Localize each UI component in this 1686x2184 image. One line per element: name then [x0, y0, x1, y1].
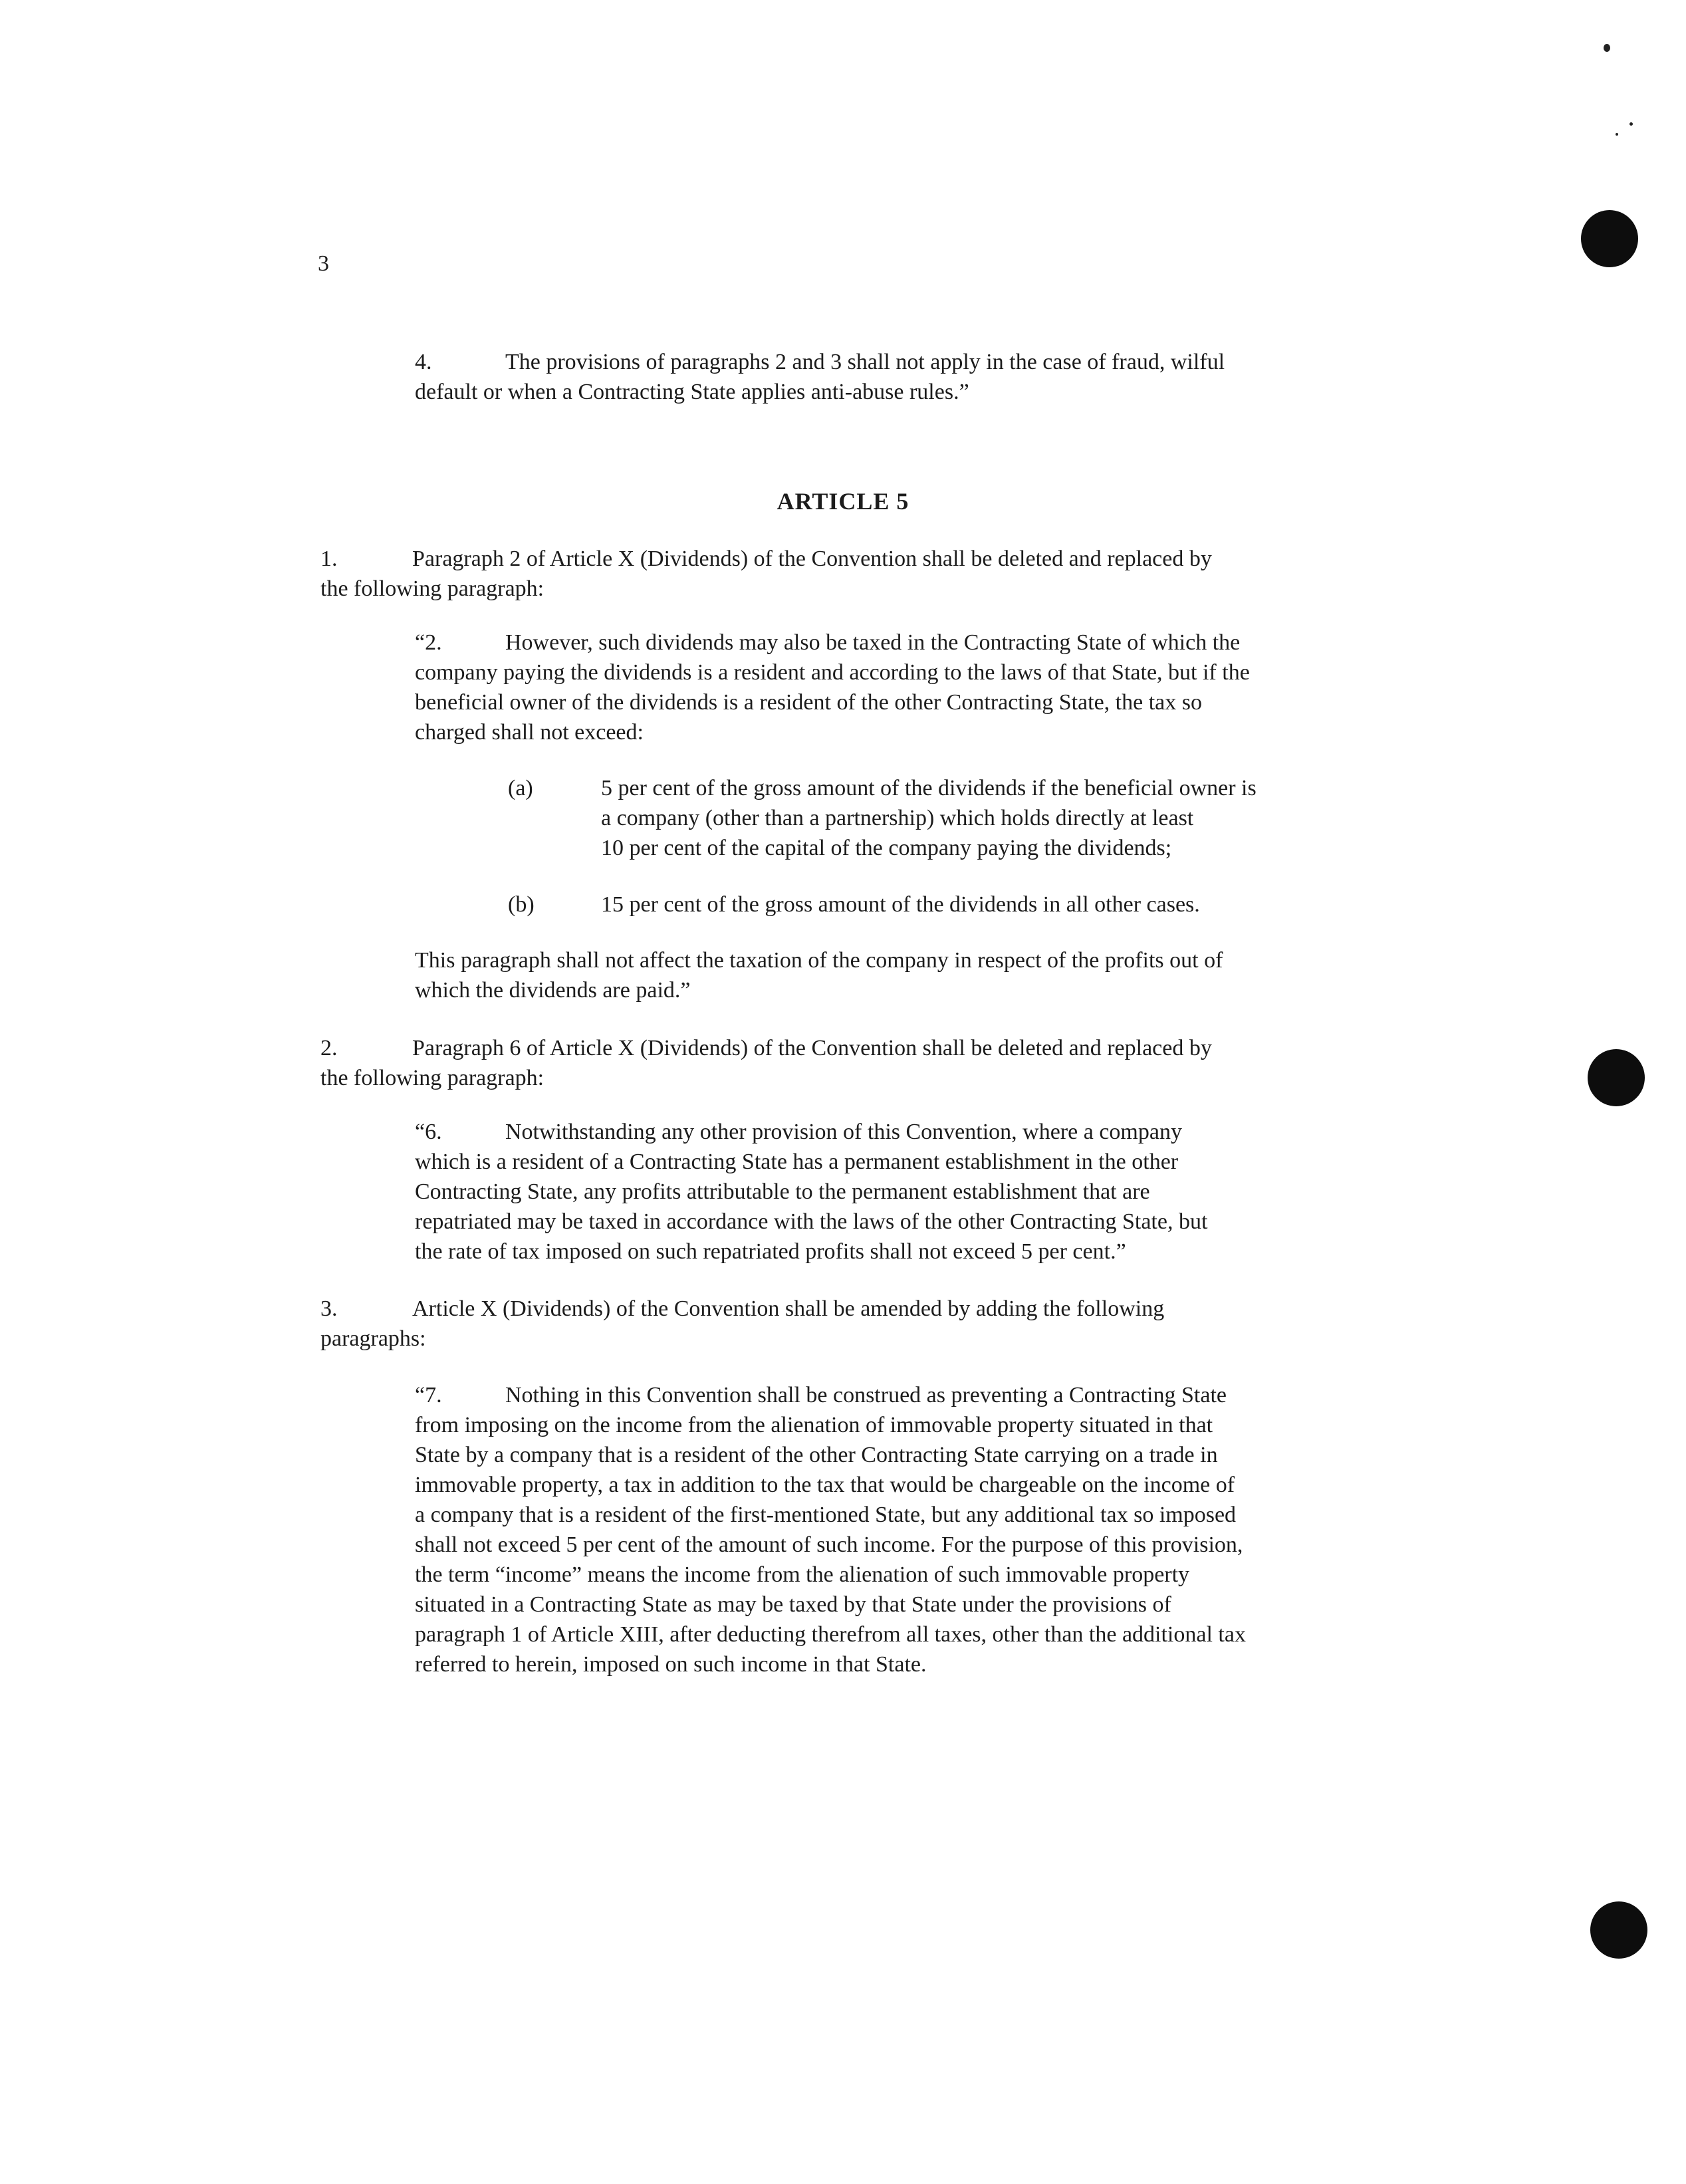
- paragraph-line: Paragraph 2 of Article X (Dividends) of the Convention shall be deleted and replaced by: [412, 546, 1212, 571]
- paragraph-line: 15 per cent of the gross amount of the dividends in all other cases.: [601, 892, 1200, 917]
- paragraph-number: “7.: [415, 1383, 442, 1407]
- paragraph-line: referred to herein, imposed on such income in that State.: [415, 1652, 927, 1677]
- paragraph-line: Paragraph 6 of Article X (Dividends) of the Convention shall be deleted and replaced by: [412, 1036, 1212, 1060]
- paragraph-line: default or when a Contracting State applies anti-abuse rules.”: [415, 380, 969, 404]
- paragraph-line: Article X (Dividends) of the Convention shall be amended by adding the following: [412, 1296, 1165, 1321]
- paragraph-line: 10 per cent of the capital of the company paying the dividends;: [601, 836, 1172, 860]
- article-heading: ARTICLE 5: [777, 488, 909, 515]
- article-paragraph-1: [320, 544, 1358, 604]
- punch-hole-bottom: [1590, 1901, 1647, 1959]
- paragraph-line: shall not exceed 5 per cent of the amount of such income. For the purpose of this provision,: [415, 1532, 1243, 1557]
- paragraph-line: State by a company that is a resident of the other Contracting State carrying on a trade in: [415, 1443, 1218, 1467]
- paragraph-line: company paying the dividends is a resident and according to the laws of that State, but if the: [415, 660, 1250, 685]
- paragraph-line: which the dividends are paid.”: [415, 978, 691, 1003]
- sub-item-label: (b): [508, 892, 535, 917]
- paragraph-line: situated in a Contracting State as may be taxed by that State under the provisions of: [415, 1592, 1171, 1617]
- paragraph-line: paragraph 1 of Article XIII, after deducting therefrom all taxes, other than the additional tax: [415, 1622, 1246, 1647]
- paragraph-line: from imposing on the income from the alienation of immovable property situated in that: [415, 1413, 1213, 1437]
- paragraph-line: The provisions of paragraphs 2 and 3 shall not apply in the case of fraud, wilful: [505, 350, 1225, 374]
- paragraph-number: 1.: [320, 546, 338, 571]
- paragraph-line: This paragraph shall not affect the taxation of the company in respect of the profits out of: [415, 948, 1223, 973]
- paragraph-line: a company that is a resident of the first-mentioned State, but any additional tax so imposed: [415, 1503, 1237, 1527]
- paragraph-line: the following paragraph:: [320, 576, 544, 601]
- paragraph-line: the following paragraph:: [320, 1066, 544, 1090]
- paragraph-number: 2.: [320, 1036, 338, 1060]
- paragraph-number: “6.: [415, 1120, 442, 1144]
- sub-item-b: [508, 890, 1372, 919]
- paragraph-line: the term “income” means the income from the alienation of such immovable property: [415, 1562, 1190, 1587]
- page-number: 3: [318, 251, 329, 276]
- punch-hole-middle: [1588, 1049, 1645, 1106]
- paragraph-line: repatriated may be taxed in accordance with the laws of the other Contracting State, but: [415, 1209, 1208, 1234]
- punch-hole-top: [1581, 210, 1638, 267]
- quoted-paragraph-6: [415, 1117, 1359, 1267]
- paragraph-line: the rate of tax imposed on such repatriated profits shall not exceed 5 per cent.”: [415, 1239, 1126, 1264]
- paragraph-line: charged shall not exceed:: [415, 720, 644, 745]
- quoted-paragraph-2: [415, 628, 1359, 747]
- paragraph-line: a company (other than a partnership) which holds directly at least: [601, 806, 1194, 830]
- paragraph-line: beneficial owner of the dividends is a resident of the other Contracting State, the tax so: [415, 690, 1202, 715]
- quoted-paragraph-2-closing: [415, 945, 1359, 1005]
- paragraph-line: which is a resident of a Contracting State has a permanent establishment in the other: [415, 1150, 1179, 1174]
- paragraph-number: 4.: [415, 350, 432, 374]
- quoted-paragraph-7: [415, 1380, 1359, 1679]
- paragraph-line: 5 per cent of the gross amount of the dividends if the beneficial owner is: [601, 776, 1257, 800]
- scan-speck: [1629, 122, 1633, 126]
- paragraph-line: Nothing in this Convention shall be construed as preventing a Contracting State: [505, 1383, 1227, 1407]
- paragraph-number: 3.: [320, 1296, 338, 1321]
- paragraph-line: Contracting State, any profits attributable to the permanent establishment that are: [415, 1179, 1150, 1204]
- paragraph-4: [415, 347, 1359, 407]
- article-paragraph-3: [320, 1294, 1358, 1354]
- scan-speck: [1604, 44, 1610, 52]
- paragraph-number: “2.: [415, 630, 442, 655]
- paragraph-line: However, such dividends may also be taxed in the Contracting State of which the: [505, 630, 1241, 655]
- paragraph-line: Notwithstanding any other provision of this Convention, where a company: [505, 1120, 1182, 1144]
- article-paragraph-2: [320, 1033, 1358, 1093]
- paragraph-line: paragraphs:: [320, 1326, 426, 1351]
- scan-speck: [1616, 133, 1618, 136]
- paragraph-line: immovable property, a tax in addition to the tax that would be chargeable on the income of: [415, 1473, 1235, 1497]
- sub-item-label: (a): [508, 776, 533, 800]
- sub-item-a: [508, 773, 1372, 860]
